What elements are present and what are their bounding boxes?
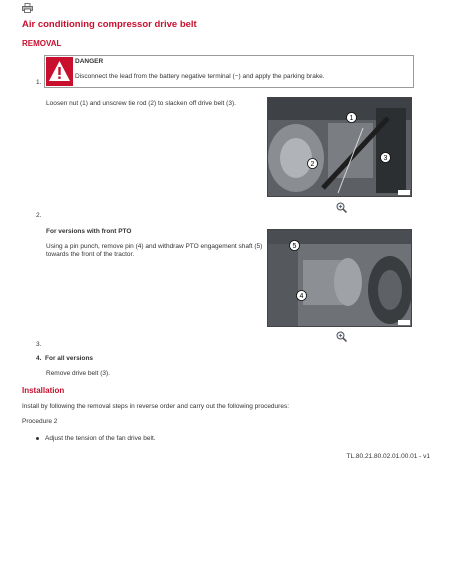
printer-icon[interactable] [22,3,33,13]
engine-photo-1-image [268,98,412,197]
callout-2 [307,158,318,169]
removal-heading: REMOVAL [22,39,62,48]
step-2-instruction-line1: Using a pin punch, remove pin (4) and withdraw PTO engagement shaft (5) [46,243,263,250]
callout-1-label: 1 [349,115,354,123]
danger-heading: DANGER [75,58,104,65]
callout-4-label: 4 [299,293,304,301]
document-id: TL.80.21.80.02.01.00.01 - v1 [346,453,430,460]
installation-heading: Installation [22,386,65,395]
zoom-icon[interactable] [336,331,347,342]
callout-5-label: 5 [292,243,297,251]
step-4-subheading: For all versions [45,355,94,362]
callout-3-label: 3 [383,155,388,163]
callout-1 [346,112,357,123]
bullet-item: Adjust the tension of the fan drive belt. [45,435,156,442]
step-4-instruction: Remove drive belt (3). [46,370,110,377]
bullet-dot [36,437,39,440]
warning-triangle-icon [46,57,73,86]
installation-text: Install by following the removal steps in reverse order and carry out the following procedures: [22,403,289,410]
callout-3 [380,152,391,163]
step-2-subheading: For versions with front PTO [46,228,132,235]
step-number-1: 1. [36,79,42,86]
danger-text: Disconnect the lead from the battery negative terminal (−) and apply the parking brake. [75,73,325,80]
callout-4 [296,290,307,301]
step-2-instruction-line2: towards the front of the tractor. [46,251,135,258]
step-1-instruction: Loosen nut (1) and unscrew tie rod (2) to slacken off drive belt (3). [46,100,236,107]
step-number-3: 3. [36,341,42,348]
zoom-icon[interactable] [336,202,347,213]
callout-2-label: 2 [310,161,315,169]
callout-5 [289,240,300,251]
step-number-2: 2. [36,212,42,219]
step-number-4: 4. [36,355,42,362]
page-title: Air conditioning compressor drive belt [22,19,197,30]
engine-photo-1 [267,97,412,197]
procedure-label: Procedure 2 [22,418,58,425]
